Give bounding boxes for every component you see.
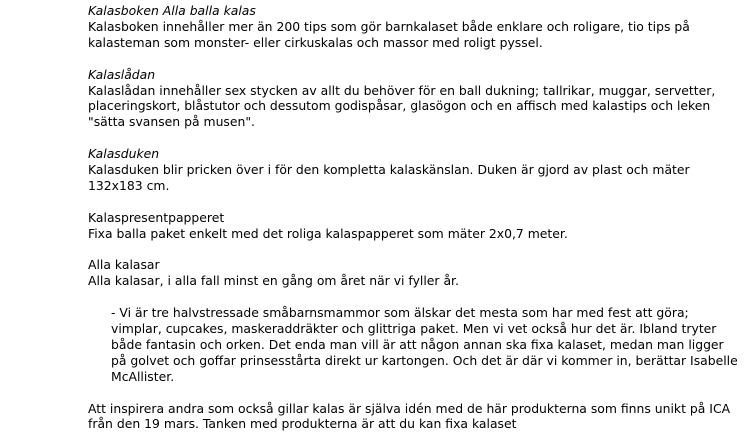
document-page bbox=[88, 3, 738, 432]
section-kalaspresentpapperet bbox=[88, 210, 738, 242]
section-title-kalaspresentpapperet: Kalaspresentpapperet bbox=[88, 209, 225, 225]
section-body-kalasboken: Kalasboken innehåller mer än 200 tips som gör barnkalaset både enklare och roligare, tio tips på kalasteman som monster- eller cirkuskalas och massor med roligt pyssel. bbox=[88, 18, 690, 50]
section-kalasboken bbox=[88, 3, 738, 51]
section-body-kalaspresentpapperet: Fixa balla paket enkelt med det roliga kalaspapperet som mäter 2x0,7 meter. bbox=[88, 225, 568, 241]
section-title-kalasboken: Kalasboken Alla balla kalas bbox=[88, 3, 256, 18]
section-kalasladan bbox=[88, 67, 738, 131]
section-kalasduken bbox=[88, 146, 738, 194]
closing-paragraph: Att inspirera andra som också gillar kalas är själva idén med de här produkterna som finns unikt på ICA från den 19 mars. Tanken med produkterna är att du kan fixa kalaset bbox=[88, 400, 731, 432]
section-title-kalasladan: Kalaslådan bbox=[88, 66, 156, 82]
quote-paragraph: - Vi är tre halvstressade småbarnsmammor som älskar det mesta som har med fest att göra; vimplar, cupcakes, maskeraddräkter och glittriga paket. Men vi vet också hur det är. Ibland tryter både fantasin och orken. Det enda man vill är att någon annan ska fixa kalaset, medan man ligger på golvet och goffar prinsesstårta direkt ur kartongen. Och det är där vi kommer in, berättar Isabelle McAllister. bbox=[111, 305, 738, 384]
section-title-kalasduken: Kalasduken bbox=[88, 146, 160, 162]
section-alla-kalasar bbox=[88, 257, 738, 289]
section-body-alla-kalasar: Alla kalasar, i alla fall minst en gång om året när vi fyller år. bbox=[88, 273, 459, 289]
section-title-alla-kalasar: Alla kalasar bbox=[88, 257, 160, 273]
section-body-kalasladan: Kalaslådan innehåller sex stycken av allt du behöver för en ball dukning; tallrikar, muggar, servetter, placeringskort, blåstutor och dessutom godispåsar, glasögon och en affisch med kalastips och leken "sätta svansen på musen". bbox=[88, 82, 716, 130]
section-body-kalasduken: Kalasduken blir pricken över i för den kompletta kalaskänslan. Duken är gjord av plast och mäter 132x183 cm. bbox=[88, 162, 690, 193]
